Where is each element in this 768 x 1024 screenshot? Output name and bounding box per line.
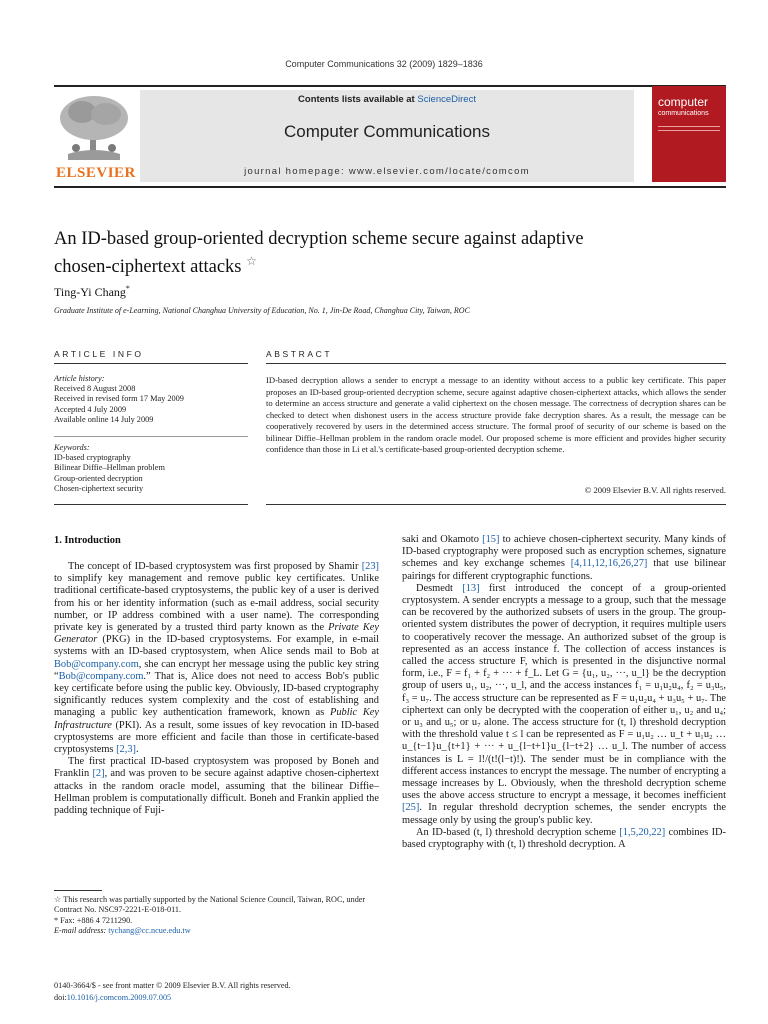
intro-paragraph-1: The concept of ID-based cryptosystem was first proposed by Shamir [23] to simplify key management and remove public key certificates. Unlike traditional certificate-based cryptosystems, the public key of a user is derived from his or her identity information (such as e-mail address, social security number, or IP address combined with a user name). The corresponding private key is generated by a trusted third party known as the Private Key Generator (PKG) in the ID-based cryptosystems. For example, in e-mail systems with an ID-based cryptosystem, when Alice sends mail to Bob at Bob@company.com, she can encrypt her message using the public key string “Bob@company.com.” That is, Alice does not need to access Bob's public key certificate before using the public key. Obviously, ID-based cryptography significantly reduces system complexity and the cost of establishing and managing a public key authentication framework, known as Public Key Infrastructure (PKI). As a result, some issues of key revocation in ID-based cryptosystems are more efficient and facile than those in certificate-based cryptosystems [2,3]. (54, 561, 379, 756)
reference-link[interactable]: [4,11,12,16,26,27] (570, 558, 648, 570)
cover-subtitle: communications (658, 110, 709, 117)
contents-availability (140, 94, 634, 105)
abstract-rule (266, 363, 726, 364)
email-link[interactable]: Bob@company.com (54, 658, 139, 670)
intro-paragraph-4: Desmedt [13] first introduced the concept of a group-oriented cryptosystem. A sender encrypts a message to a group, such that the message can be recovered by the authorized subsets of users in the group. The group-oriented system distributes the power of decryption, it requires multiple users to cooperatively recover the message. An authorized subset of the group is represented as an access instance f. The collection of access instances is called the access structure F, which is presented in the disjunctive normal form, i.e., F = f₁ + f₂ + ··· + f_L. Let G = {u₁, u₂, ···, u_l} be the decryption group of users u₁, u₂, ···, u_l, and the access instances f₁ = u₁u₂u₄, f₂ = u₃u₅, f₃ = u₇. The access structure can be represented as F = u₁u₂u₄ + u₃u₅ + u₇. The ciphertext can only be decrypted with the cooperation of either u₁, u₂ and u₄; or u₃ and u₅; or u₇ alone. The access structure for (t, l) threshold decryption with the threshold value t ≤ l can be represented as F = u₁u₂ … u_t + u₁u₂ … u_{t−1}u_{t+1} + ··· + u_{l−t+1}u_{l−t+2} … u_l. The number of access instances is L = l!/(t!(l−t)!). The sender must be in compliance with the different access instances to encrypt the message. The number of encrypting a message increases by L. Obviously, when the threshold decryption scheme uses the above access structure to encrypt a message, it becomes inefficient [25]. In regular threshold decryption schemes, the sender encrypts the message only by using the group's public key. (402, 582, 726, 826)
author-email-link[interactable]: tychang@cc.ncue.edu.tw (108, 925, 191, 935)
reference-link[interactable]: [1,5,20,22] (619, 826, 666, 838)
keyword-item: ID-based cryptography (54, 453, 131, 463)
article-history (54, 374, 248, 425)
journal-cover-thumbnail (652, 86, 726, 182)
reference-link[interactable]: [25] (402, 802, 420, 814)
footnote-funding: ☆ This research was partially supported by the National Science Council, Taiwan, ROC, under Contract No. NSC97-2221-E-018-011. (54, 895, 366, 915)
header-top-rule (54, 85, 726, 87)
journal-citation: Computer Communications 32 (2009) 1829–1836 (285, 59, 483, 69)
footnote-fax: * Fax: +886 4 7211290. (54, 915, 133, 925)
abstract-text: ID-based decryption allows a sender to encrypt a message to an identity without access to a public key certificate. This paper proposes an ID-based group-oriented decryption scheme, secure against adaptive chosen-ciphertext attacks, which allows the sender to determine an access structure and generate a valid ciphertext on the chosen message. The correctness of decryption shares can be checked to detect when dishonest users in the access structure provide fake decryption shares. As a result, the message can be cooperatively recovered by users in the determined access structure. The formal proof of security of our scheme is based on the bilinear Diffie–Hellman problem in the random oracle model. Our proposed scheme is more efficient and provides higher security confidence than those in Li et al.'s certificate-based group-oriented decryption scheme. (266, 375, 726, 454)
journal-homepage[interactable]: journal homepage: www.elsevier.com/locate/comcom (244, 166, 530, 177)
keyword-item: Chosen-ciphertext security (54, 483, 144, 493)
elsevier-wordmark: ELSEVIER (56, 165, 136, 181)
abstract-copyright: © 2009 Elsevier B.V. All rights reserved. (584, 485, 726, 495)
body-column-right (402, 534, 726, 851)
reference-link[interactable]: [13] (462, 582, 480, 594)
history-revised: Received in revised form 17 May 2009 (54, 394, 184, 404)
doi-line: doi:10.1016/j.comcom.2009.07.005 (54, 992, 172, 1002)
author-name: Ting-Yi Chang (54, 285, 126, 299)
footnotes (54, 895, 384, 936)
section-heading-introduction: 1. Introduction (54, 535, 121, 546)
history-accepted: Accepted 4 July 2009 (54, 404, 127, 414)
article-info-rule (54, 363, 248, 364)
paper-title-line2: chosen-ciphertext attacks (54, 257, 242, 278)
footnote-rule (54, 890, 102, 891)
article-info-heading: ARTICLE INFO (54, 349, 144, 359)
keywords-rule (54, 436, 248, 437)
footnote-email: E-mail address: tychang@cc.ncue.edu.tw (54, 925, 191, 935)
contents-prefix: Contents lists available at (298, 94, 418, 105)
keywords-label: Keywords: (54, 443, 90, 452)
email-link[interactable]: Bob@company.com (58, 670, 144, 682)
keyword-item: Bilinear Diffie–Hellman problem (54, 463, 165, 473)
author-affiliation: Graduate Institute of e-Learning, National Changhua University of Education, No. 1, Jin-De Road, Changhua City, Taiwan, ROC (54, 306, 470, 315)
keyword-item: Group-oriented decryption (54, 473, 143, 483)
history-received: Received 8 August 2008 (54, 384, 136, 394)
abstract-heading: ABSTRACT (266, 349, 333, 359)
intro-paragraph-2: The first practical ID-based cryptosystem was proposed by Boneh and Franklin [2], and was proven to be secure against adaptive chosen-ciphertext attacks in the random oracle model, assuming that the bilinear Diffie–Hellman problem is computationally difficult. Boneh and Frankin applied the padding technique of Fuji- (54, 756, 380, 817)
intro-paragraph-3: saki and Okamoto [15] to achieve chosen-ciphertext security. Many kinds of ID-based cryptography were proposed such as encryption schemes, signature schemes and key exchange schemes [4,11,12,16,26,27] that use bilinear pairings for different cryptographic functions. (402, 534, 727, 582)
history-label: Article history: (54, 374, 105, 383)
history-online: Available online 14 July 2009 (54, 414, 154, 424)
issn-line: 0140-3664/$ - see front matter © 2009 Elsevier B.V. All rights reserved. (54, 981, 291, 990)
reference-link[interactable]: [2] (92, 768, 105, 780)
header-bottom-rule (54, 186, 726, 188)
cover-rule (658, 126, 720, 127)
cover-rule (658, 130, 720, 131)
reference-link[interactable]: [23] (361, 561, 379, 572)
doi-link[interactable]: 10.1016/j.comcom.2009.07.005 (66, 992, 172, 1002)
keywords-block (54, 443, 248, 494)
front-matter-meta (54, 980, 291, 1003)
journal-title: Computer Communications (284, 122, 490, 141)
body-column-left (54, 561, 379, 817)
cover-title: computer (658, 95, 709, 109)
sciencedirect-link[interactable]: ScienceDirect (417, 94, 476, 105)
abstract-bottom-rule (266, 504, 726, 505)
reference-link[interactable]: [15] (482, 534, 500, 545)
paper-title (54, 228, 714, 278)
intro-paragraph-5: An ID-based (t, l) threshold decryption scheme [1,5,20,22] combines ID-based cryptography with (t, l) threshold decryption. A (402, 826, 726, 851)
author-footnote-mark[interactable]: * (125, 284, 130, 293)
paper-title-line1: An ID-based group-oriented decryption scheme secure against adaptive (54, 229, 584, 249)
article-info-bottom-rule (54, 504, 248, 505)
author-line (54, 284, 130, 300)
reference-link[interactable]: [2,3] (116, 744, 136, 756)
title-footnote-mark[interactable]: ☆ (246, 254, 257, 268)
